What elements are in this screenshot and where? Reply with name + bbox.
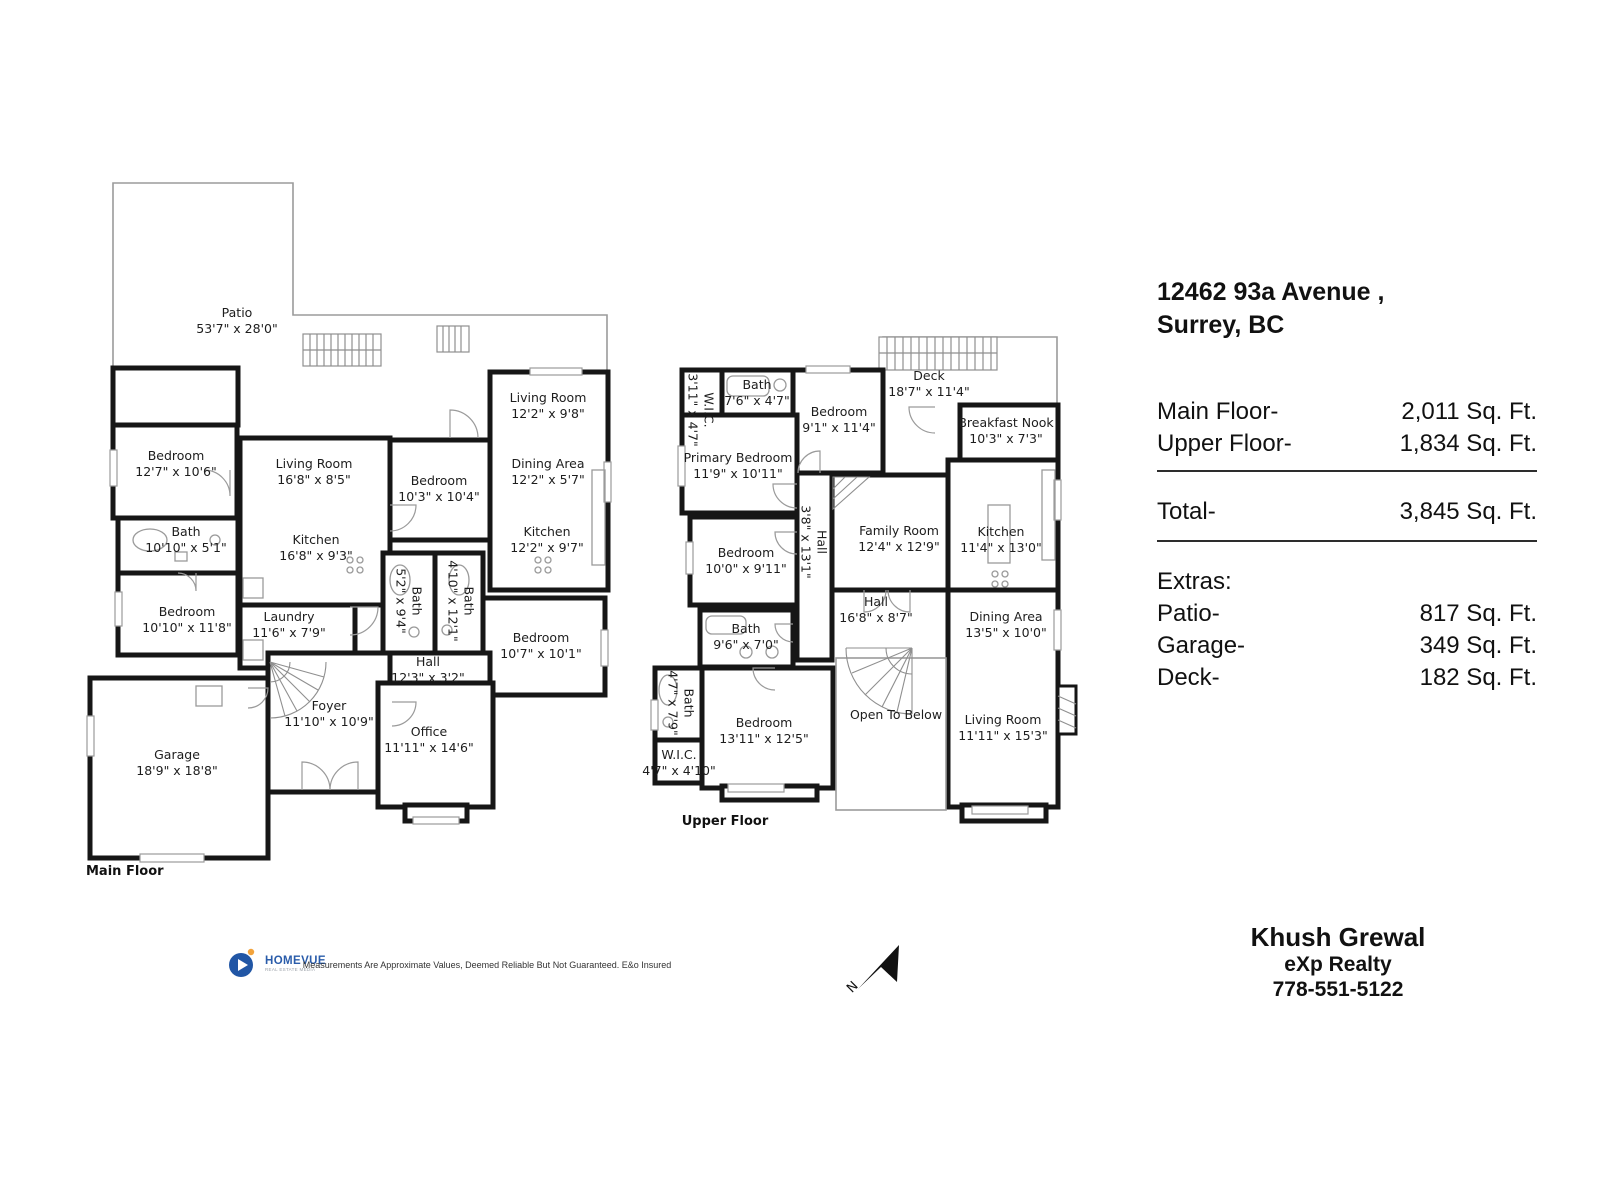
room-name: Bedroom	[410, 472, 468, 488]
room-name: Kitchen	[977, 523, 1025, 539]
room-name: Bath	[171, 523, 201, 539]
room-name: Family Room	[859, 522, 939, 538]
room-name: Primary Bedroom	[683, 449, 793, 465]
room-dims: 10'10" x 5'1"	[145, 540, 227, 555]
homevue-logo-text: HOMEVUE	[265, 954, 326, 967]
room-name: Living Room	[509, 389, 587, 405]
room-dims: 10'3" x 7'3"	[969, 431, 1043, 446]
room-dims: 12'3" x 3'2"	[391, 670, 465, 685]
room-label-bedroom	[142, 604, 231, 637]
room-label-primary-bedroom	[684, 450, 793, 483]
summary-row-upper-floor	[1157, 430, 1537, 458]
address-line1: 12462 93a Avenue ,	[1157, 278, 1385, 306]
room-name: Laundry	[263, 608, 315, 624]
room-label-hall	[391, 654, 464, 687]
room-dims: 12'2" x 9'7"	[510, 540, 584, 555]
room-name: Garage	[154, 746, 200, 762]
agent-brokerage: eXp Realty	[1284, 953, 1392, 976]
room-dims: 11'4" x 13'0"	[960, 540, 1042, 555]
room-name: Bath	[681, 688, 697, 718]
agent-phone: 778-551-5122	[1272, 978, 1404, 1001]
room-name: W.I.C.	[701, 392, 717, 428]
summary-divider	[1157, 540, 1537, 542]
room-label-living-room	[510, 390, 587, 423]
room-dims: 18'9" x 18'8"	[136, 763, 218, 778]
room-dims: 13'11" x 12'5"	[719, 731, 809, 746]
summary-label: Main Floor-	[1157, 398, 1279, 425]
room-name: Bedroom	[158, 603, 216, 619]
summary-label: Garage-	[1157, 632, 1246, 659]
room-dims: 4'7" x 7'9"	[665, 670, 680, 736]
room-label-breakfast-nook	[958, 415, 1053, 448]
room-name: Breakfast Nook	[958, 414, 1054, 430]
room-label-patio	[196, 305, 277, 338]
measurement-disclaimer: Measurements Are Approximate Values, Deemed Reliable But Not Guaranteed. E&o Insured	[302, 960, 672, 970]
room-label-bedroom	[135, 448, 216, 481]
room-label-office	[384, 724, 473, 757]
room-dims: 10'3" x 10'4"	[398, 489, 480, 504]
room-dims: 11'11" x 15'3"	[958, 728, 1048, 743]
room-name: Hall	[814, 529, 830, 555]
room-label-hall	[839, 594, 912, 627]
summary-value: 817 Sq. Ft.	[1419, 600, 1537, 627]
summary-value: 3,845 Sq. Ft.	[1399, 498, 1537, 525]
room-dims: 5'2" x 9'4"	[393, 568, 408, 634]
room-dims: 11'9" x 10'11"	[693, 466, 783, 481]
room-name: Patio	[221, 304, 253, 320]
room-name: W.I.C.	[661, 746, 697, 762]
room-name: Bath	[742, 376, 772, 392]
room-name: Bedroom	[735, 714, 793, 730]
room-name: Dining Area	[511, 455, 585, 471]
room-label-dining-area	[965, 609, 1046, 642]
summary-value: 2,011 Sq. Ft.	[1401, 398, 1537, 425]
room-dims: 4'10" x 12'1"	[445, 560, 460, 642]
room-name: Bedroom	[512, 629, 570, 645]
summary-divider	[1157, 470, 1537, 472]
room-name: Bath	[731, 620, 761, 636]
room-name: Living Room	[275, 455, 353, 471]
summary-row-total	[1157, 498, 1537, 526]
summary-row-deck	[1157, 664, 1537, 692]
room-dims: 3'11" x 4'7"	[685, 373, 700, 447]
room-label-bedroom	[705, 545, 786, 578]
summary-value: 1,834 Sq. Ft.	[1399, 430, 1537, 457]
room-name: Hall	[863, 593, 889, 609]
address-line2: Surrey, BC	[1157, 311, 1285, 339]
room-dims: 11'10" x 10'9"	[284, 714, 374, 729]
room-name: Foyer	[311, 697, 347, 713]
room-name: Open To Below	[849, 706, 943, 722]
room-dims: 3'8" x 13'1"	[798, 505, 813, 579]
main-floor-caption: Main Floor	[86, 864, 164, 879]
agent-name: Khush Grewal	[1250, 922, 1426, 952]
upper-floor-caption: Upper Floor	[681, 814, 769, 829]
room-label-laundry	[252, 609, 325, 642]
room-label-family-room	[858, 523, 939, 556]
room-name: Bedroom	[147, 447, 205, 463]
room-dims: 11'11" x 14'6"	[384, 740, 474, 755]
room-label-kitchen	[279, 532, 352, 565]
summary-row-main-floor	[1157, 398, 1537, 426]
room-name: Deck	[913, 367, 945, 383]
room-name: Bedroom	[717, 544, 775, 560]
room-dims: 12'2" x 5'7"	[511, 472, 585, 487]
summary-label: Upper Floor-	[1157, 430, 1292, 457]
summary-row-patio	[1157, 600, 1537, 628]
extras-title: Extras:	[1157, 568, 1232, 595]
room-dims: 12'4" x 12'9"	[858, 539, 940, 554]
homevue-logo-icon	[228, 946, 260, 980]
room-name: Kitchen	[523, 523, 571, 539]
room-name: Bath	[409, 586, 425, 616]
room-dims: 53'7" x 28'0"	[196, 321, 278, 336]
room-label-hall	[797, 505, 830, 578]
room-label-bath	[664, 670, 697, 736]
room-label-bedroom	[500, 630, 581, 663]
room-dims: 12'2" x 9'8"	[511, 406, 585, 421]
room-name: Bath	[461, 586, 477, 616]
homevue-logo-tagline: REAL ESTATE MEDIA	[265, 966, 316, 972]
summary-value: 349 Sq. Ft.	[1419, 632, 1537, 659]
room-label-bedroom	[398, 473, 479, 506]
room-name: Kitchen	[292, 531, 340, 547]
room-dims: 10'7" x 10'1"	[500, 646, 582, 661]
room-label-kitchen	[510, 524, 583, 557]
room-dims: 18'7" x 11'4"	[888, 384, 970, 399]
room-name: Living Room	[964, 711, 1042, 727]
room-dims: 7'6" x 4'7"	[724, 393, 790, 408]
room-label-garage	[136, 747, 217, 780]
room-label-dining-area	[511, 456, 584, 489]
room-dims: 16'8" x 8'7"	[839, 610, 913, 625]
room-label-wic	[642, 747, 715, 780]
room-dims: 16'8" x 9'3"	[279, 548, 353, 563]
summary-row-garage	[1157, 632, 1537, 660]
summary-label: Patio-	[1157, 600, 1220, 627]
room-dims: 9'1" x 11'4"	[802, 420, 876, 435]
room-label-bath	[392, 568, 425, 634]
room-label-bath	[145, 524, 226, 557]
summary-label: Total-	[1157, 498, 1216, 525]
room-label-bath	[713, 621, 779, 654]
room-name: Hall	[415, 653, 441, 669]
summary-label: Deck-	[1157, 664, 1220, 691]
room-dims: 10'0" x 9'11"	[705, 561, 787, 576]
room-label-bath	[444, 560, 477, 641]
summary-value: 182 Sq. Ft.	[1419, 664, 1537, 691]
room-label-open-to-below	[850, 707, 942, 723]
agent-info	[1188, 922, 1488, 1002]
room-label-kitchen	[960, 524, 1041, 557]
north-label: N	[844, 978, 862, 997]
room-label-wic	[684, 373, 717, 446]
room-label-bath	[724, 377, 790, 410]
room-dims: 16'8" x 8'5"	[277, 472, 351, 487]
room-name: Bedroom	[810, 403, 868, 419]
room-dims: 12'7" x 10'6"	[135, 464, 217, 479]
room-label-bedroom	[802, 404, 875, 437]
room-name: Office	[410, 723, 448, 739]
room-dims: 9'6" x 7'0"	[713, 637, 779, 652]
room-label-bedroom	[719, 715, 808, 748]
property-address	[1157, 276, 1547, 342]
room-label-living-room	[276, 456, 353, 489]
room-label-living-room	[958, 712, 1047, 745]
room-name: Dining Area	[969, 608, 1043, 624]
room-dims: 10'10" x 11'8"	[142, 620, 232, 635]
room-label-foyer	[284, 698, 373, 731]
room-dims: 13'5" x 10'0"	[965, 625, 1047, 640]
room-dims: 4'7" x 4'10"	[642, 763, 716, 778]
room-label-deck	[888, 368, 969, 401]
room-dims: 11'6" x 7'9"	[252, 625, 326, 640]
